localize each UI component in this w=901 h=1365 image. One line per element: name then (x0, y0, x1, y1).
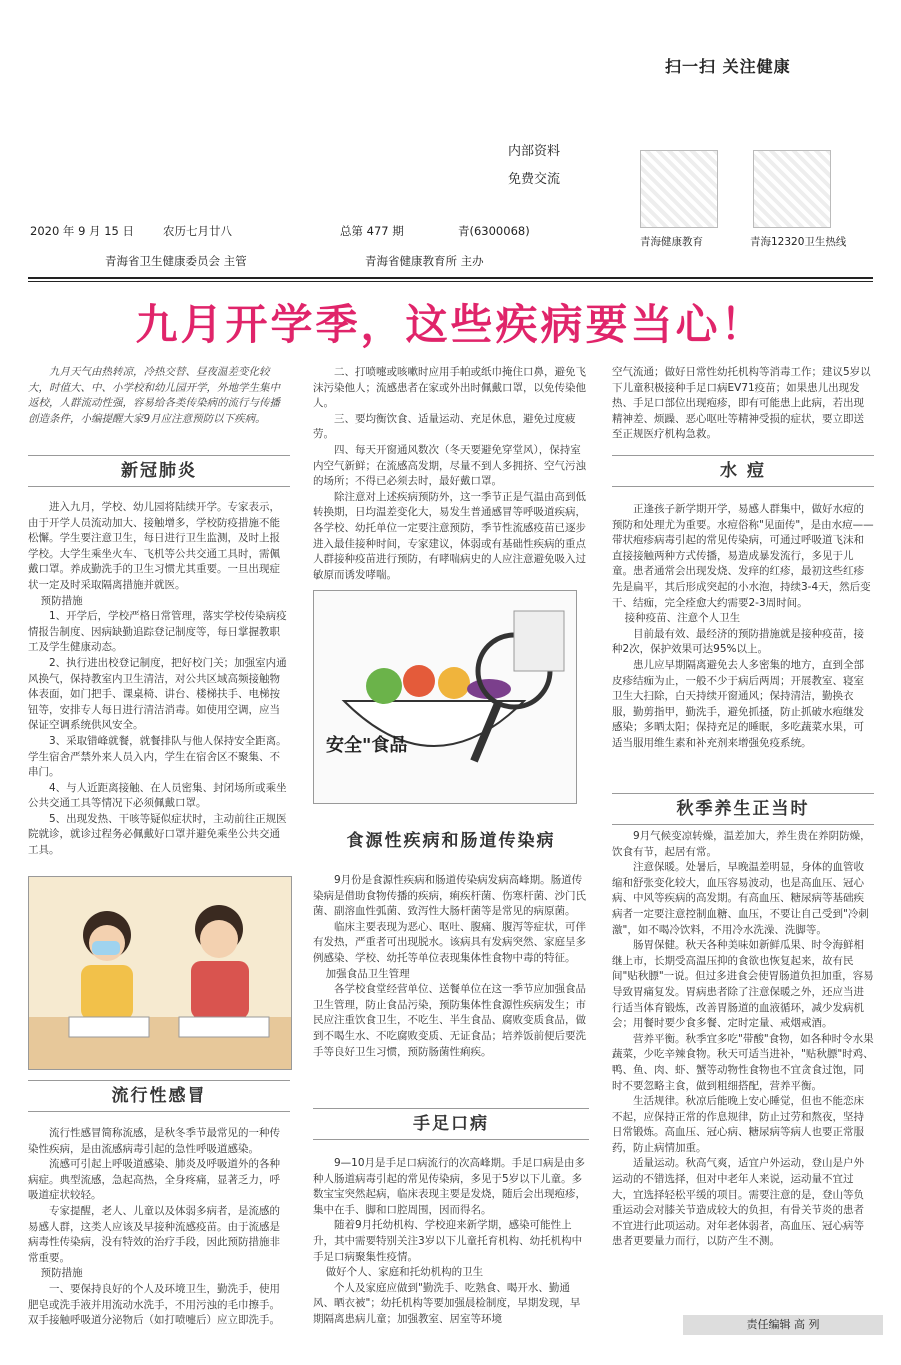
section-title: 秋季养生正当时 (612, 793, 874, 825)
paragraph: 2、执行进出校登记制度，把好校门关；加强室内通风换气，保持教室内卫生清洁，对公共区域高频接触物体表面，如门把手、课桌椅、讲台、楼梯扶手、电梯按钮等，安排专人每日进行清洁消毒。如使用空调，应当保证空调系统供风安全。 (28, 656, 287, 732)
publisher: 青海省健康教育所 主办 (365, 254, 484, 268)
paragraph: 注意保暖。处暑后，早晚温差明显，身体的血管收缩和舒张变化较大，血压容易波动，也是高血压、冠心病、中风等疾病的高发期。有高血压、糖尿病等基础疾病者一定要注意控制血糖、血压，不要让自己受到"冷刺激"，如不喝冷饮料，不用冷水洗澡、洗脚等。 (612, 861, 869, 936)
sponsor: 青海省卫生健康委员会 主管 (105, 254, 247, 268)
paragraph: 9月气候变凉转燥，温差加大，养生贵在养阴防燥，饮食有节，起居有常。 (612, 830, 871, 858)
paragraph: 正逢孩子新学期开学，易感人群集中，做好水痘的预防和处理尤为重要。水痘俗称"见面传"，是由水痘——带状疱疹病毒引起的常见传染病，可通过呼吸道飞沫和直接接触两种方式传播，易造成暴发流行，多见于儿童。患者通常会出现发烧、发痒的红疹，最初这些红疹先是扁平，其后形成突起的小水泡，持续3-4天，然后变干、结痂，完全痊愈大约需要2-3周时间。 (612, 503, 874, 609)
section-title: 水 痘 (612, 455, 874, 487)
qr-code-icon[interactable] (753, 150, 831, 228)
intro-text: 九月天气由热转凉，冷热交替、昼夜温差变化较大，时值大、中、小学校和幼儿园开学，外地学生集中返校，人群流动性强，容易给各类传染病的流行与传播创造条件，小编提醒大家9月应注意预防以下疾病。 (28, 366, 280, 425)
section-title: 流行性感冒 (28, 1080, 290, 1112)
section-title: 食源性疾病和肠道传染病 (346, 831, 556, 851)
section-title: 新冠肺炎 (28, 455, 290, 487)
subheading: 预防措施 (40, 1267, 83, 1280)
free-label: 免费交流 (508, 172, 561, 187)
paragraph: 除注意对上述疾病预防外，这一季节正是气温由高到低转换期，日均温差变化大，易发生普通感冒等呼吸道疾病，各学校、幼托单位一定要注意预防，季节性流感疫苗已逐步进入最佳接种时间，专家建议，体弱或有基础性疾病的重点人群接种疫苗进行预防，有哮喘病史的人应注意避免吸入过敏原而诱发哮喘。 (313, 490, 586, 581)
divider (28, 277, 873, 279)
issue-number: 总第 477 期 (340, 224, 404, 238)
paragraph: 一、要保持良好的个人及环境卫生，勤洗手，使用肥皂或洗手液并用流动水洗手，不用污浊的毛巾擦手。双手接触呼吸道分泌物后（如打喷嚏后）应立即洗手。 (28, 1282, 280, 1327)
qr1-label: 青海健康教育 (640, 236, 703, 248)
paragraph: 二、打喷嚏或咳嗽时应用手帕或纸巾掩住口鼻，避免飞沫污染他人；流感患者在家或外出时佩戴口罩，以免传染他人。 (313, 366, 586, 410)
publication-code: 青(6300068) (458, 224, 530, 238)
paragraph: 各学校食堂经营单位、送餐单位在这一季节应加强食品卫生管理，防止食品污染，预防集体性食源性疾病发生；市民应注重饮食卫生，不吃生、半生食品、腐败变质食品，做到不喝生水、不吃腐败变质、无证食品；培养饭前便后要洗手等良好卫生习惯，预防肠菌性痢疾。 (313, 983, 586, 1058)
subheading: 接种疫苗、注意个人卫生 (624, 612, 741, 625)
paragraph: 流行性感冒简称流感，是秋冬季节最常见的一种传染性疾病，是由流感病毒引起的急性呼吸道感染。 (28, 1127, 280, 1155)
internal-label: 内部资料 (508, 144, 561, 159)
paragraph: 专家提醒，老人、儿童以及体弱多病者，是流感的易感人群，这类人应该及早接种流感疫苗。由于流感是病毒性传染病，没有特效的治疗手段，因此预防措施非常重要。 (28, 1204, 280, 1264)
image-caption: 安全"食品 (326, 735, 408, 756)
illustration-students (28, 876, 292, 1070)
paragraph: 患儿应早期隔离避免去人多密集的地方，直到全部皮疹结痂为止，一般不少于病后两周；开展教室、寝室卫生大扫除，白天持续开窗通风；保持清洁，勤换衣服，勤剪指甲，勤洗手，避免抓搔，防止抓破水疱继发感染；多晒太阳；保持充足的睡眠，多吃蔬菜水果，可适当服用维生素和补充剂来增强免疫系统。 (612, 658, 864, 749)
paragraph: 适量运动。秋高气爽，适宜户外运动，登山是户外运动的不错选择，但对中老年人来说，运动量不宜过大，宜选择轻松平缓的项目。需要注意的是，登山等负重运动会对膝关节造成较大的负担，有骨关节炎的患者不宜进行此项运动。对年老体弱者，高血压、冠心病等患者更要量力而行，以防产生不测。 (612, 1157, 864, 1248)
subheading: 预防措施 (40, 594, 83, 607)
lunar-date: 农历七月廿八 (163, 224, 232, 238)
paragraph: 空气流通；做好日常性幼托机构等消毒工作；建议5岁以下儿童积极接种手足口病EV71疫苗；如果患儿出现发热、手足口部位出现疱疹，即有可能患上此病，若出现精神差、烦躁、恶心呕吐等精神受损的症状，要立即送至正规医疗机构急救。 (612, 366, 871, 441)
paragraph: 肠胃保健。秋天各种美味如新鲜瓜果、时令海鲜相继上市，长期受高温压抑的食欲也恢复起来，故有民间"贴秋膘"一说。但过多进食会使胃肠道负担加重，容易导致胃痛复发。胃病患者除了注意保暖之外，还应当进行适当体育锻炼，改善胃肠道的血液循环，减少发病机会；用餐时要少食多餐、定时定量、戒烟戒酒。 (612, 939, 874, 1030)
paragraph: 进入九月，学校、幼儿园将陆续开学。专家表示，由于开学人员流动加大、接触增多，学校防疫措施不能松懈。学生要注意卫生，每日进行卫生监测，及时上报学校。大学生乘坐火车、飞机等公共交通工具时，需佩戴口罩。养成勤洗手的卫生习惯尤其重要。一旦出现症状一定及时采取隔离措施并就医。 (28, 501, 280, 591)
issue-date: 2020 年 9 月 15 日 (30, 224, 134, 238)
paragraph: 目前最有效、最经济的预防措施就是接种疫苗，接种2次，保护效果可达95%以上。 (612, 627, 864, 656)
magnifier-icon (314, 591, 576, 803)
qr2-label: 青海12320卫生热线 (750, 236, 847, 248)
paragraph: 临床主要表现为恶心、呕吐、腹痛、腹泻等症状，可伴有发热，严重者可出现脱水。该病具有发病突然、家庭呈多例感染、学校、幼托等单位表现集体性食物中毒的特征。 (313, 920, 586, 964)
paragraph: 流感可引起上呼吸道感染、肺炎及呼吸道外的各种病症。典型流感，急起高热，全身疼痛，显著乏力，呼吸道症状较轻。 (28, 1158, 280, 1202)
paragraph: 5、出现发热、干咳等疑似症状时，主动前往正规医院就诊，就诊过程务必佩戴好口罩并避免乘坐公共交通工具。 (28, 812, 287, 857)
paragraph: 随着9月托幼机构、学校迎来新学期，感染可能性上升，其中需要特别关注3岁以下儿童托育机构、幼托机构中手足口病聚集性疫情。 (313, 1219, 583, 1263)
editor-credit: 责任编辑 高 列 (683, 1315, 883, 1335)
subheading: 做好个人、家庭和托幼机构的卫生 (325, 1266, 484, 1279)
illustration-food-safety (313, 590, 577, 804)
paragraph: 营养平衡。秋季宜多吃"带酸"食物，如各种时令水果蔬菜，少吃辛辣食物。秋天可适当进补，"贴秋膘"时鸡、鸭、鱼、肉、虾、蟹等动物性食物也不宜贪食过饱，同时不要忽略主食，做到粗细搭配，营养平衡。 (612, 1032, 874, 1092)
paragraph: 生活规律。秋凉后能晚上安心睡觉，但也不能恋床不起，应保持正常的作息规律，防止过劳和熬夜，坚持日常锻炼。高血压、冠心病、糖尿病等病人也要正常服药，防止病情加重。 (612, 1095, 864, 1154)
page-headline: 九月开学季，这些疾病要当心！ (135, 300, 766, 349)
students-icon (29, 877, 291, 1069)
qr-code-icon[interactable] (640, 150, 718, 228)
paragraph: 4、与人近距离接触、在人员密集、封闭场所或乘坐公共交通工具等情况下必须佩戴口罩。 (28, 781, 287, 810)
paragraph: 三、要均衡饮食、适量运动、充足休息，避免过度疲劳。 (313, 412, 576, 441)
subheading: 加强食品卫生管理 (325, 967, 410, 980)
paragraph: 9—10月是手足口病流行的次高峰期。手足口病是由多种人肠道病毒引起的常见传染病，多见于5岁以下儿童。多数宝宝突然起病，临床表现主要是发烧，随后会出现疱疹，集中在手、脚和口腔周围，因而得名。 (313, 1157, 586, 1216)
section-title: 手足口病 (313, 1108, 589, 1140)
paragraph: 9月份是食源性疾病和肠道传染病发病高峰期。肠道传染病是借助食物传播的疾病，痢疾杆菌、伤寒杆菌、沙门氏菌、副溶血性弧菌、致泻性大肠杆菌等是常见的病原菌。 (313, 874, 586, 918)
paragraph: 个人及家庭应做到"勤洗手、吃熟食、喝开水、勤通风、晒衣被"；幼托机构等要加强晨检制度，早期发现，早期隔离患病儿童；加强教室、居室等环境 (313, 1281, 581, 1325)
paragraph: 四、每天开窗通风数次（冬天要避免穿堂风），保持室内空气新鲜；在流感高发期，尽量不到人多拥挤、空气污浊的场所；不得已必须去时，最好戴口罩。 (313, 443, 586, 488)
paragraph: 3、采取错峰就餐，就餐排队与他人保持安全距离。学生宿舍严禁外来人员入内，学生在宿舍区不聚集、不串门。 (28, 734, 287, 779)
scan-follow-text: 扫一扫 关注健康 (665, 57, 791, 76)
paragraph: 1、开学后，学校严格日常管理，落实学校传染病疫情报告制度、因病缺勤追踪登记制度等，每日掌握教职工及学生健康动态。 (28, 610, 287, 654)
divider (28, 281, 873, 282)
